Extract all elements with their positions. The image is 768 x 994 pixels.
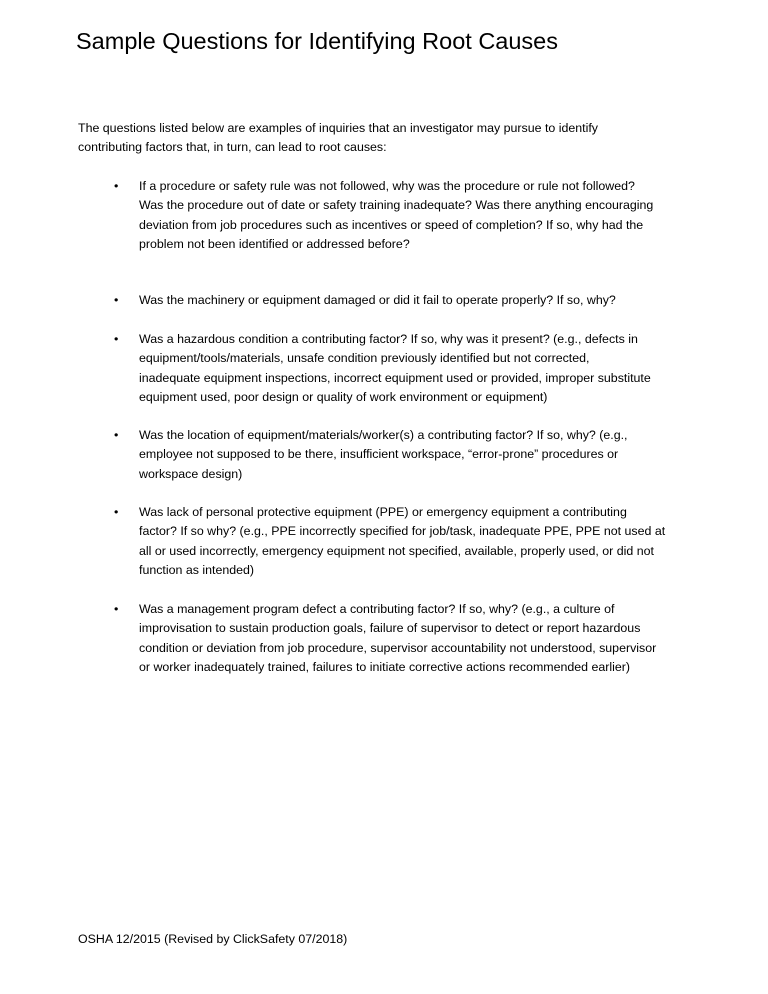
bullet-line: Was the location of equipment/materials/worker(s) a contributing factor? If so, why? (e.g., <box>139 428 628 442</box>
bullet-icon: • <box>114 505 119 519</box>
bullet-text <box>139 330 651 407</box>
footer-text: OSHA 12/2015 (Revised by ClickSafety 07/2018) <box>78 932 348 946</box>
bullet-line: employee not supposed to be there, insufficient workspace, “error-prone” procedures or <box>139 447 619 462</box>
bullet-text <box>139 177 653 254</box>
bullet-line: Was lack of personal protective equipment (PPE) or emergency equipment a contributing <box>139 505 627 519</box>
bullet-icon: • <box>114 602 119 616</box>
bullet-line: Was a hazardous condition a contributing factor? If so, why was it present? (e.g., defects in <box>139 332 638 346</box>
bullet-line: function as intended) <box>139 562 255 577</box>
bullet-line: all or used incorrectly, emergency equipment not specified, available, properly used, or did not <box>139 543 654 558</box>
intro-paragraph <box>78 119 598 158</box>
bullet-text <box>139 600 656 677</box>
intro-line: The questions listed below are examples of inquiries that an investigator may pursue to identify <box>78 121 599 135</box>
bullet-line: condition or deviation from job procedure, supervisor accountability not understood, supervisor <box>139 640 657 655</box>
bullet-text <box>139 503 665 580</box>
bullet-line: inadequate equipment inspections, incorrect equipment used or provided, improper substitute <box>139 370 651 385</box>
bullet-line: equipment/tools/materials, unsafe condition previously identified but not corrected, <box>139 351 590 366</box>
bullet-text <box>139 426 628 484</box>
bullet-icon: • <box>114 428 119 442</box>
bullet-text <box>139 291 616 310</box>
bullet-line: Was a management program defect a contributing factor? If so, why? (e.g., a culture of <box>139 602 615 616</box>
bullet-icon: • <box>114 293 119 307</box>
bullet-line: or worker inadequately trained, failures to initiate corrective actions recommended earlier) <box>139 659 631 674</box>
page-title: Sample Questions for Identifying Root Causes <box>76 28 559 54</box>
bullet-line: Was the machinery or equipment damaged or did it fail to operate properly? If so, why? <box>139 293 616 307</box>
intro-line: contributing factors that, in turn, can lead to root causes: <box>78 140 387 155</box>
bullet-line: workspace design) <box>139 466 243 481</box>
bullet-line: problem not been identified or addressed before? <box>139 236 410 251</box>
bullet-line: If a procedure or safety rule was not followed, why was the procedure or rule not followed? <box>139 179 635 193</box>
bullet-line: Was the procedure out of date or safety training inadequate? Was there anything encouraging <box>139 198 654 213</box>
bullet-line: deviation from job procedures such as incentives or speed of completion? If so, why had the <box>139 217 644 232</box>
bullet-icon: • <box>114 332 119 346</box>
bullet-line: equipment used, poor design or quality of work environment or equipment) <box>139 389 548 404</box>
bullet-line: factor? If so why? (e.g., PPE incorrectly specified for job/task, inadequate PPE, PPE not used at <box>139 524 666 539</box>
bullet-line: improvisation to sustain production goals, failure of supervisor to detect or report hazardous <box>139 621 641 636</box>
bullet-icon: • <box>114 179 119 193</box>
